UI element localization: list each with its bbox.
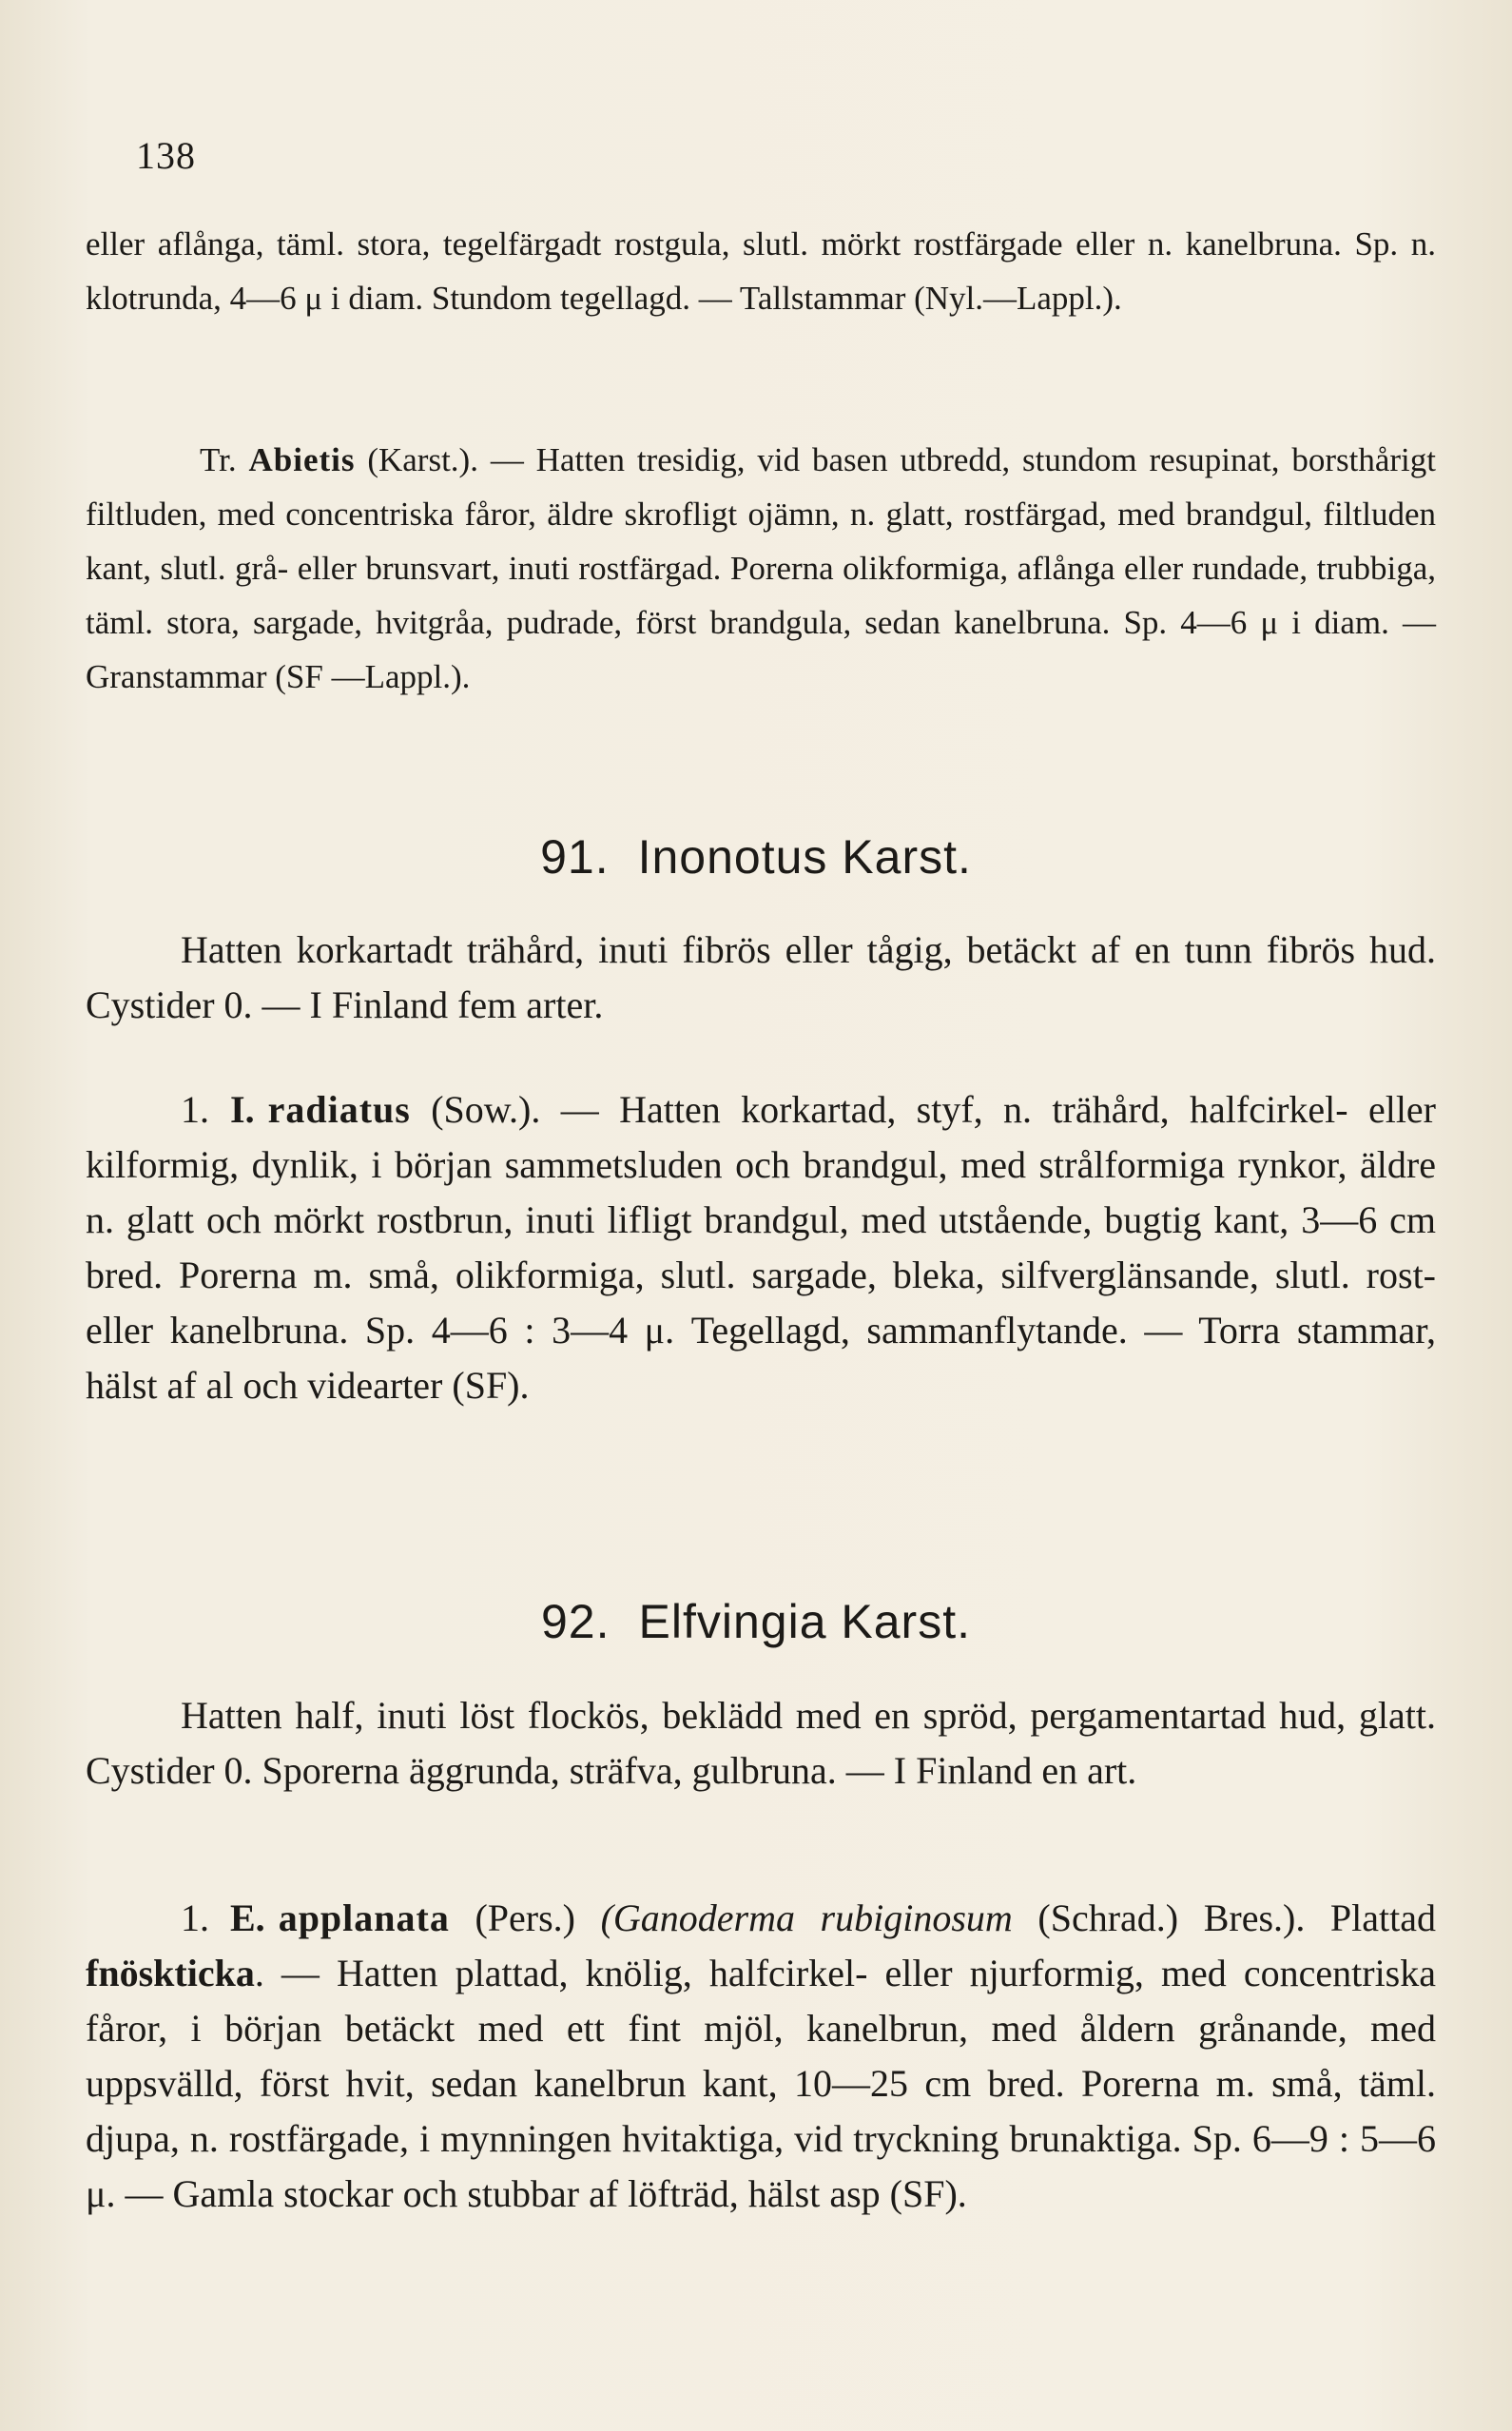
abietis-text: (Karst.). — Hatten tresidig, vid basen utbredd, stundom resupinat, borsthårigt filtluden, med concentriska fåror, äldre skrofligt ojämn, n. glatt, rostfärgad, med brandgul, filtluden kant, slutl. grå- eller brunsvart, inuti rostfärgad. Porerna olikformiga, aflånga eller rundade, trubbiga, täml. stora, sargade, hvitgråa, pudrade, först brandgula, sedan kanelbruna. Sp. 4—6 μ i diam. — Granstammar (SF —Lappl.).: [86, 441, 1436, 695]
species-author: (Pers.): [449, 1896, 601, 1939]
abietis-prefix: Tr.: [200, 441, 237, 478]
species-epithet: applanata: [278, 1896, 450, 1939]
continued-paragraph: eller aflånga, täml. stora, tegelfärgadt rostgula, slutl. mörkt rostfärgade eller n. kanelbruna. Sp. n. klotrunda, 4—6 μ i diam. Stundom tegellagd. — Tallstammar (Nyl.—Lappl.).: [86, 225, 1436, 317]
genus-91-description: [86, 923, 1436, 1033]
species-synonym-author: (Schrad.) Bres.).: [1012, 1896, 1306, 1939]
genus-heading-92: [0, 1594, 1512, 1649]
genus-heading-91: [0, 829, 1512, 885]
genus-number: 91.: [540, 830, 610, 884]
genus-title: Elfvingia Karst.: [638, 1595, 971, 1648]
species-genus-abbr: E.: [230, 1896, 265, 1939]
genus-title: Inonotus Karst.: [637, 830, 972, 884]
abietis-name: Abietis: [248, 441, 356, 478]
genus-number: 92.: [541, 1595, 611, 1648]
species-trivial-intro: Plattad: [1305, 1896, 1437, 1939]
species-trivial-name: fnöskticka: [86, 1952, 255, 1994]
species-number: 1.: [181, 1896, 209, 1939]
page-number: 138: [136, 134, 196, 177]
species-text: . — Hatten plattad, knölig, halfcirkel- eller njurformig, med concentriska fåror, i början betäckt med ett fint mjöl, kanelbrun, med åldern grånande, med uppsvälld, först hvit, sedan kanelbrun kant, 10—25 cm bred. Porerna m. små, täml. djupa, n. rostfärgade, i mynningen hvitaktiga, vid tryckning brunaktiga. Sp. 6—9 : 5—6 μ. — Gamla stockar och stubbar af löfträd, hälst asp (SF).: [86, 1952, 1436, 2215]
genus-91-description-text: Hatten korkartadt trähård, inuti fibrös eller tågig, betäckt af en tunn fibrös hud. Cystider 0. — I Finland fem arter.: [86, 928, 1436, 1026]
species-number: 1.: [181, 1088, 209, 1131]
abietis-paragraph: [86, 433, 1436, 704]
genus-92-description-text: Hatten half, inuti löst flockös, beklädd med en spröd, pergamentartad hud, glatt. Cystider 0. Sporerna äggrunda, sträfva, gulbruna. — I Finland en art.: [86, 1694, 1436, 1792]
species-radiatus: [86, 1082, 1436, 1413]
species-synonym: (Ganoderma rubiginosum: [600, 1896, 1013, 1939]
species-text: (Sow.). — Hatten korkartad, styf, n. trähård, halfcirkel- eller kilformig, dynlik, i början sammetsluden och brandgul, med strålformiga rynkor, äldre n. glatt och mörkt rostbrun, inuti lifligt brandgul, med utstående, bugtig kant, 3—6 cm bred. Porerna m. små, olikformiga, slutl. sargade, bleka, silfverglänsande, slutl. rost- eller kanelbruna. Sp. 4—6 : 3—4 μ. Tegellagd, sammanflytande. — Torra stammar, hälst af al och videarter (SF).: [86, 1088, 1436, 1407]
species-genus-abbr: I.: [230, 1088, 255, 1131]
species-applanata: [86, 1891, 1436, 2222]
species-epithet: radiatus: [267, 1088, 411, 1131]
genus-92-description: [86, 1688, 1436, 1799]
